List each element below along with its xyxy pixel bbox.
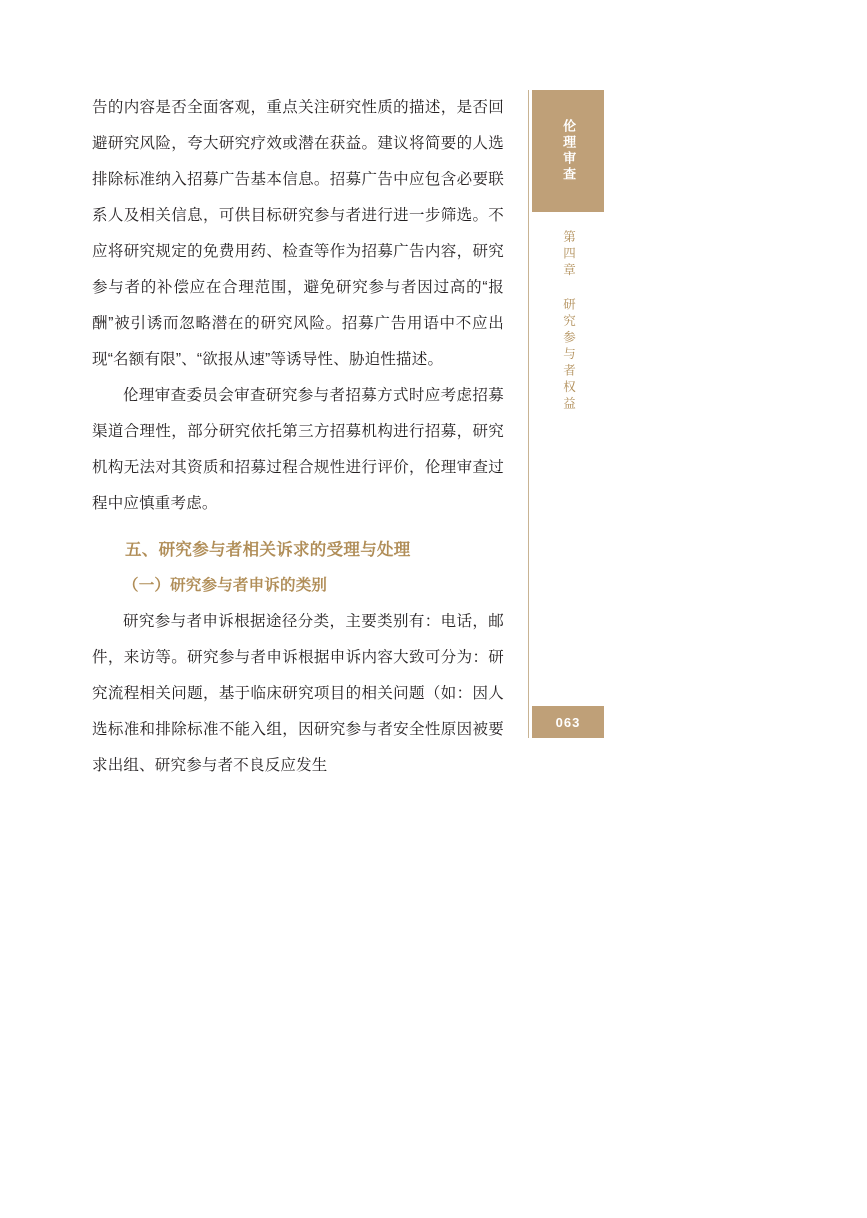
section-heading: 五、研究参与者相关诉求的受理与处理 [125, 541, 411, 559]
rail-chapter [532, 230, 604, 413]
page-number-label: 063 [555, 714, 581, 730]
rail-section-tab-label: 伦理审查 [561, 119, 577, 183]
section-paragraph: 研究参与者申诉根据途径分类，主要类别有：电话，邮件，来访等。研究参与者申诉根据申诉内容大致可分为：研究流程相关问题，基于临床研究项目的相关问题（如：因人选标准和排除标准不能入组，因研究参与者安全性原因被要求出组、研究参与者不良反应发生 [92, 613, 504, 774]
page-number [532, 706, 604, 738]
rail-chapter-label: 第四章 研究参与者权益 [561, 230, 576, 413]
rail-section-tab [532, 90, 604, 212]
main-text-column [92, 90, 504, 784]
body-paragraph-2: 伦理审查委员会审查研究参与者招募方式时应考虑招募渠道合理性，部分研究依托第三方招募机构进行招募，研究机构无法对其资质和招募过程合规性进行评价，伦理审查过程中应慎重考虑。 [92, 387, 504, 512]
body-paragraph-1: 告的内容是否全面客观，重点关注研究性质的描述，是否回避研究风险，夸大研究疗效或潜在获益。建议将简要的人选排除标准纳入招募广告基本信息。招募广告中应包含必要联系人及相关信息，可供目标研究参与者进行进一步筛选。不应将研究规定的免费用药、检查等作为招募广告内容，研究参与者的补偿应在合理范围，避免研究参与者因过高的“报酬”被引诱而忽略潜在的研究风险。招募广告用语中不应出现“名额有限”、“欲报从速”等诱导性、胁迫性描述。 [92, 99, 504, 368]
sub-heading: （一）研究参与者申诉的类别 [123, 577, 328, 594]
side-rail [528, 90, 604, 738]
rail-divider [528, 90, 529, 738]
